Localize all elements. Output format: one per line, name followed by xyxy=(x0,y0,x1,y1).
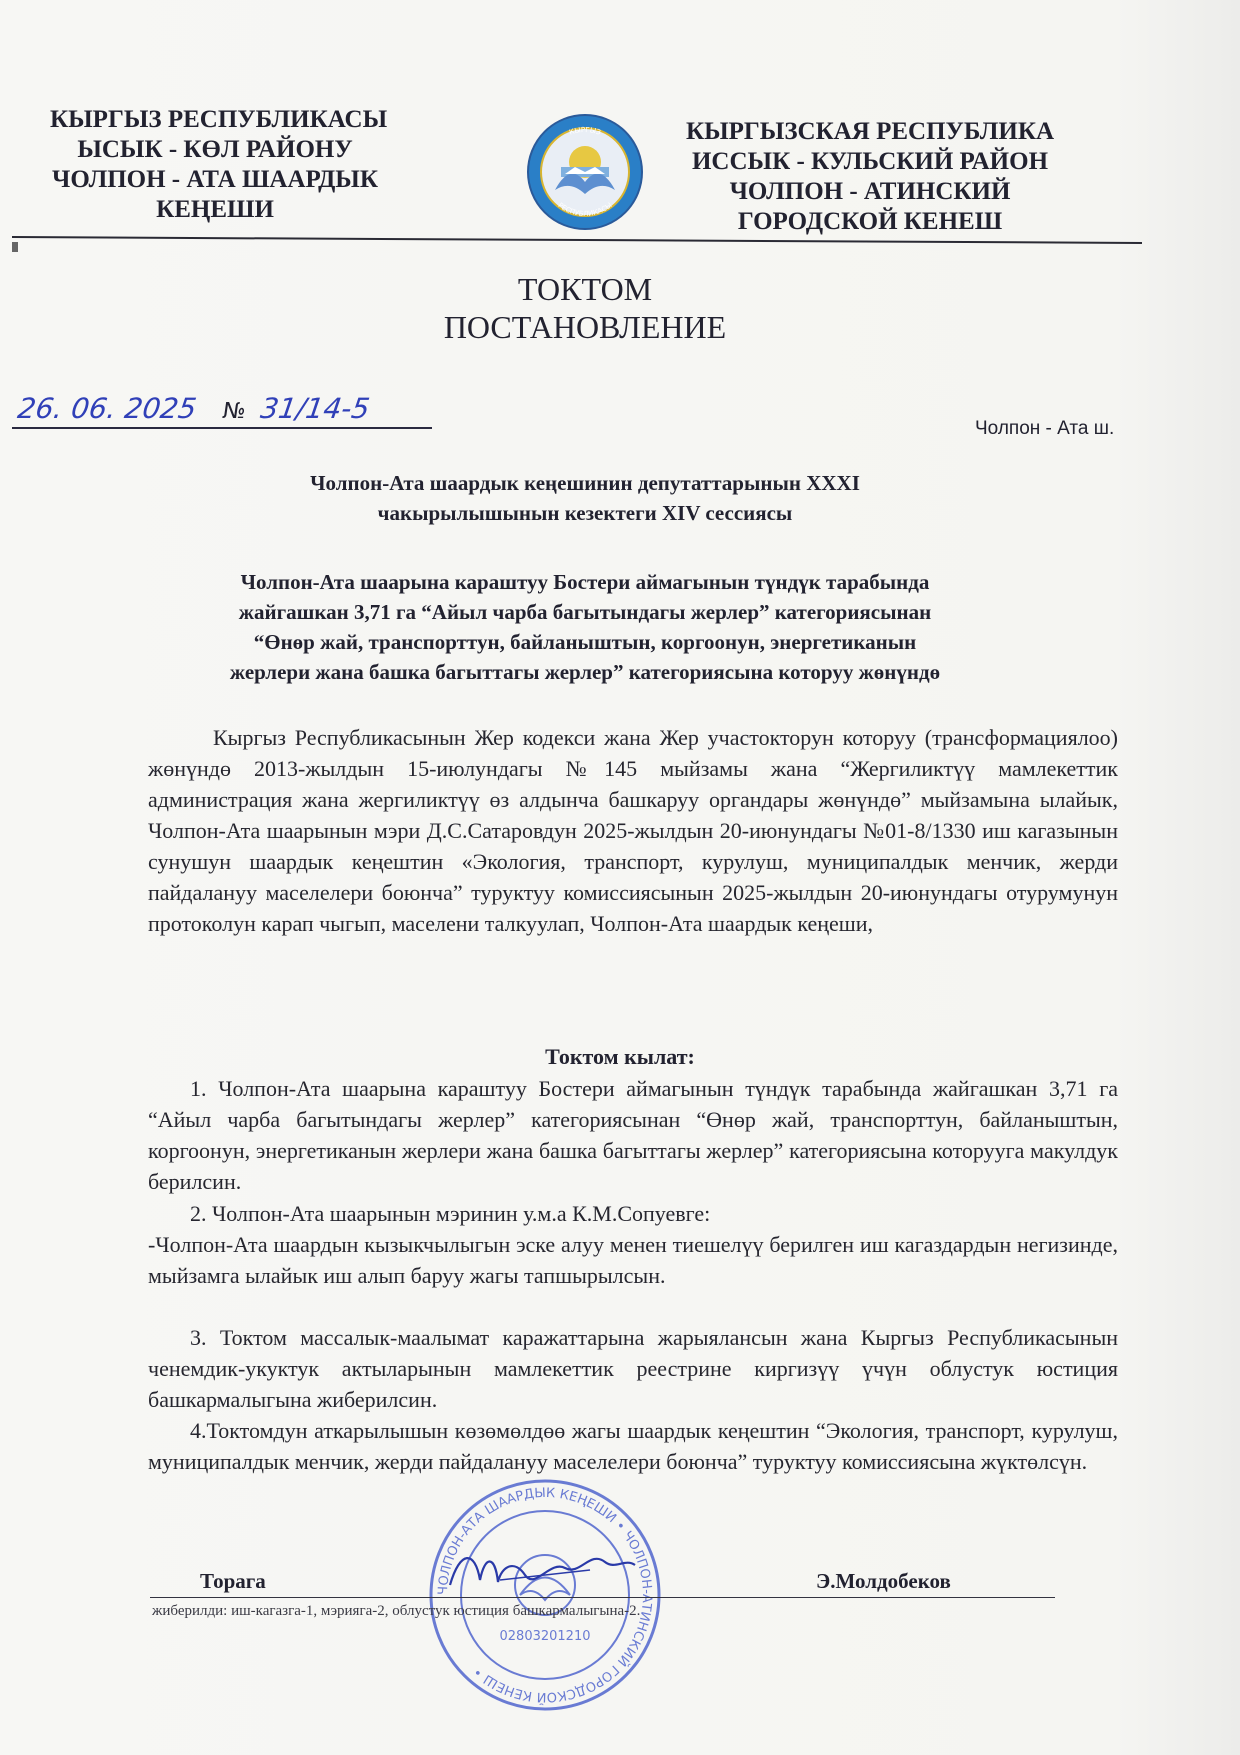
session-line-1: Чолпон-Ата шаардык кеңешинин депутаттарынын XXXI xyxy=(310,471,860,495)
scan-mark xyxy=(12,242,18,252)
signature-name: Э.Молдобеков xyxy=(816,1569,951,1593)
header-right-line-2: ИССЫК - КУЛЬСКИЙ РАЙОН xyxy=(691,148,1049,175)
title-russian: ПОСТАНОВЛЕНИЕ xyxy=(443,309,727,345)
handwritten-signature-icon xyxy=(440,1540,640,1600)
header-right-line-3: ЧОЛПОН - АТИНСКИЙ xyxy=(729,178,1011,205)
date-underline xyxy=(12,427,432,429)
stamp-number: 02803201210 xyxy=(499,1629,591,1644)
header-divider xyxy=(12,236,1142,244)
header-left-kyrgyz xyxy=(50,105,388,225)
preamble-paragraph: Кыргыз Республикасынын Жер кодекси жана Жер участокторун которуу (трансформациялоо) жөнүндө 2013-жылдын 15-июлундагы №145 мыйзамы жана “Жергиликтүү мамлекеттик администрация жана жергиликтүү өз алдынча башкаруу органдары жөнүндө” мыйзамына ылайык, Чолпон-Ата шаарынын мэри Д.С.Сатаровдун 2025-жылдын 20-июнундагы №01-8/1330 иш кагазынын сунушун шаардык кеңештин «Экология, транспорт, курулуш, муниципалдык менчик, жерди пайдалануу маселелери боюнча” туруктуу комиссиясынын 2025-жылдын 20-июнундагы отурумунун протоколун карап чыгып, маселени талкуулап, Чолпон-Ата шаардык кеңеши, xyxy=(148,725,1118,936)
handwritten-date: 26. 06. 2025 xyxy=(15,392,199,425)
resolution-item-3: 3. Токтом массалык-маалымат каражаттарына жарыялансын жана Кыргыз Республикасынын ченемдик-укуктук актыларынын мамлекеттик реестрине киргизүү үчүн облустук юстиция башкармалыгына жиберилсин. xyxy=(148,1325,1118,1412)
signature-line xyxy=(150,1597,1055,1598)
header-right-russian xyxy=(680,117,1060,237)
resolution-item-2-detail: -Чолпон-Ата шаардын кызыкчылыгын эске алуу менен тиешелүү берилген иш кагаздардын негизинде, мыйзамга ылайык иш алып баруу жагы тапшырылсын. xyxy=(148,1232,1118,1288)
signature-role: Торага xyxy=(200,1569,266,1593)
subject-line-4: жерлери жана башка багыттагы жерлер” категориясына которуу жөнүндө xyxy=(229,660,941,684)
subject-line-1: Чолпон-Ата шаарына караштуу Бостери аймагынын түндүк тарабында xyxy=(240,570,930,594)
distribution-footer: жиберилди: иш-кагазга-1, мэрияга-2, облустук юстиция башкармалыгына-2. xyxy=(152,1603,641,1619)
session-line-2: чакырылышынын кезектеги XIV сессиясы xyxy=(377,501,793,525)
header-left-line-1: КЫРГЫЗ РЕСПУБЛИКАСЫ xyxy=(50,106,388,133)
city-label: Чолпон - Ата ш. xyxy=(975,418,1115,439)
resolution-item-1: 1. Чолпон-Ата шаарына караштуу Бостери аймагынын түндүк тарабында жайгашкан 3,71 га “Айыл чарба багытындагы жерлер” категориясынан “Өнөр жай, транспорттун, байланыштын, коргоонун, энергетиканын жерлери жана башка багыттагы жерлер” категориясына которууга макулдук берилсин. xyxy=(148,1076,1118,1194)
resolution-item-4: 4.Токтомдун аткарылышын көзөмөлдөө жагы шаардык кеңештин “Экология, транспорт, курулуш, муниципалдык менчик, жерди пайдалануу маселелери боюнча” туруктуу комиссиясына жүктөлсүн. xyxy=(148,1418,1118,1474)
session-heading xyxy=(100,468,1070,528)
header-right-line-4: ГОРОДСКОЙ КЕНЕШ xyxy=(737,208,1003,235)
stamp-ring-text: ЧОЛПОН-АТА ШААРДЫК КЕҢЕШИ • ЧОЛПОН-АТИНСКИЙ ГОРОДСКОЙ КЕНЕШ • xyxy=(435,1485,655,1705)
subject-heading xyxy=(100,567,1070,687)
emblem-text-bottom: РЕСПУБЛИКАСЫ xyxy=(556,201,614,219)
handwritten-date-number xyxy=(16,392,372,425)
header-left-line-3: ЧОЛПОН - АТА ШААРДЫК xyxy=(52,166,378,193)
subject-line-3: “Өнөр жай, транспорттун, байланыштын, коргоонун, энергетиканын xyxy=(253,630,917,654)
handwritten-number: 31/14-5 xyxy=(258,392,372,425)
number-sign: № xyxy=(220,399,248,424)
document-title xyxy=(0,270,1170,346)
resolves-heading: Токтом кылат: xyxy=(545,1044,695,1069)
header-left-line-2: ЫСЫК - КӨЛ РАЙОНУ xyxy=(77,136,353,163)
subject-line-2: жайгашкан 3,71 га “Айыл чарба багытындагы жерлер” категориясынан xyxy=(238,600,932,624)
state-emblem-icon xyxy=(525,112,645,232)
resolution-item-2: 2. Чолпон-Ата шаарынын мэринин у.м.а К.М.Сопуевге: xyxy=(190,1201,711,1226)
title-kyrgyz: ТОКТОМ xyxy=(517,271,653,307)
emblem-text-top: КЫРГЫЗ xyxy=(568,125,602,137)
header-right-line-1: КЫРГЫЗСКАЯ РЕСПУБЛИКА xyxy=(685,118,1055,145)
header-left-line-4: КЕҢЕШИ xyxy=(156,196,274,223)
